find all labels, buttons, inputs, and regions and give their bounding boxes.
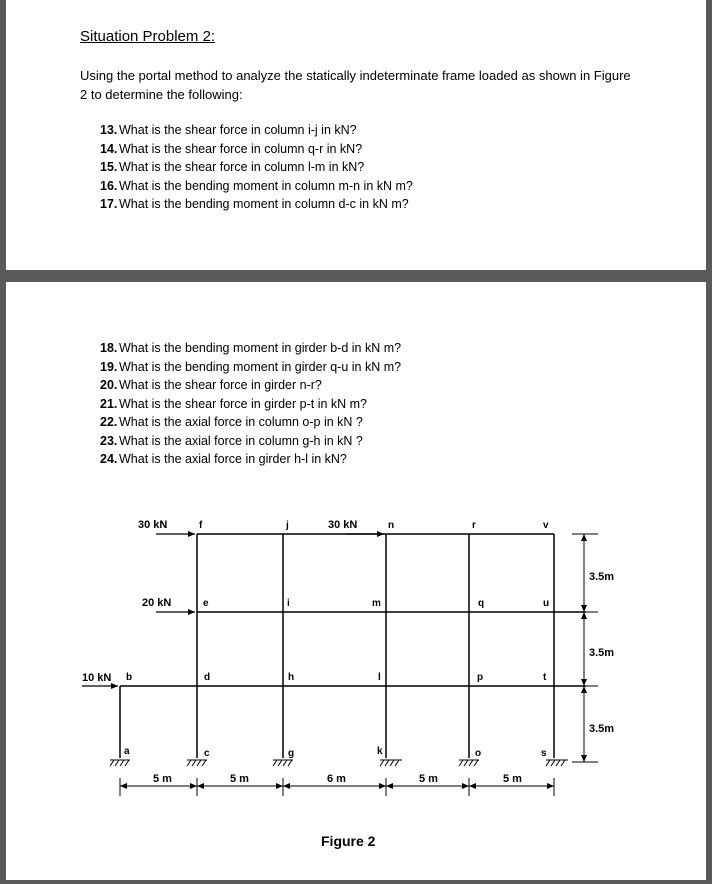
viewer-edge-bottom	[0, 880, 712, 884]
node-label-b: b	[126, 672, 133, 683]
support-o	[459, 760, 479, 766]
node-label-o: o	[475, 748, 482, 759]
load-label-e: 20 kN	[142, 597, 172, 609]
span-label: 5 m	[419, 773, 438, 785]
span-label: 5 m	[503, 773, 522, 785]
viewer-edge-right	[706, 0, 712, 884]
question-list-1	[100, 121, 413, 214]
figure-caption: Figure 2	[321, 833, 376, 849]
span-label: 5 m	[153, 773, 172, 785]
document-page-1	[6, 0, 706, 270]
frame-members	[120, 534, 586, 758]
load-label-f: 30 kN	[138, 519, 168, 531]
node-label-p: p	[477, 672, 484, 683]
storey-label: 3.5m	[589, 723, 615, 735]
support-g	[273, 760, 293, 766]
node-label-h: h	[288, 672, 295, 683]
question-item: 22. What is the axial force in column o-p in kN ?	[100, 415, 363, 429]
node-label-g: g	[288, 748, 295, 759]
storey-label: 3.5m	[589, 571, 615, 583]
node-label-v: v	[543, 520, 549, 531]
question-item: 18. What is the bending moment in girder b-d in kN m?	[100, 341, 402, 355]
question-item: 23. What is the axial force in column g-h in kN ?	[100, 433, 363, 448]
support-c	[187, 760, 207, 766]
node-label-r: r	[472, 520, 476, 531]
question-item: 16. What is the bending moment in column m-n in kN m?	[100, 178, 413, 193]
node-label-q: q	[478, 598, 485, 609]
node-label-d: d	[204, 672, 211, 683]
page-divider	[0, 270, 712, 282]
node-label-n: n	[388, 520, 395, 531]
support-s	[546, 760, 568, 766]
node-label-u: u	[543, 598, 550, 609]
load-label-b: 10 kN	[82, 672, 112, 684]
document-page-2	[6, 282, 706, 880]
question-item: 14. What is the shear force in column q-r in kN?	[100, 141, 363, 156]
node-label-e: e	[203, 598, 209, 609]
node-label-c: c	[204, 748, 210, 759]
question-item: 13. What is the shear force in column i-j in kN?	[100, 123, 357, 137]
node-label-k: k	[377, 746, 383, 757]
load-label-n: 30 kN	[328, 519, 358, 531]
question-item: 20. What is the shear force in girder n-r?	[100, 378, 322, 392]
span-label: 6 m	[327, 773, 346, 785]
support-k	[380, 760, 402, 766]
question-item: 21. What is the shear force in girder p-t in kN m?	[100, 396, 368, 411]
node-label-a: a	[124, 746, 130, 757]
node-label-m: m	[372, 598, 381, 609]
span-label: 5 m	[230, 773, 249, 785]
question-item: 17. What is the bending moment in column d-c in kN m?	[100, 197, 409, 211]
node-label-i: i	[287, 598, 290, 609]
storey-label: 3.5m	[589, 647, 615, 659]
load-arrows	[82, 534, 384, 686]
question-item: 15. What is the shear force in column l-m in kN?	[100, 160, 365, 174]
problem-intro: Using the portal method to analyze the statically indeterminate frame loaded as shown in Figure 2 to determine the following:	[80, 68, 631, 102]
support-a	[110, 760, 130, 766]
node-label-j: j	[286, 520, 289, 531]
frame-figure	[6, 282, 706, 880]
supports	[110, 760, 568, 766]
node-label-s: s	[541, 748, 547, 759]
node-label-t: t	[543, 672, 547, 683]
question-item: 19. What is the bending moment in girder q-u in kN m?	[100, 359, 402, 374]
node-label-f: f	[199, 520, 203, 531]
question-item: 24. What is the axial force in girder h-l in kN?	[100, 452, 347, 466]
problem-title: Situation Problem 2:	[80, 28, 216, 45]
node-label-l: l	[378, 672, 381, 683]
